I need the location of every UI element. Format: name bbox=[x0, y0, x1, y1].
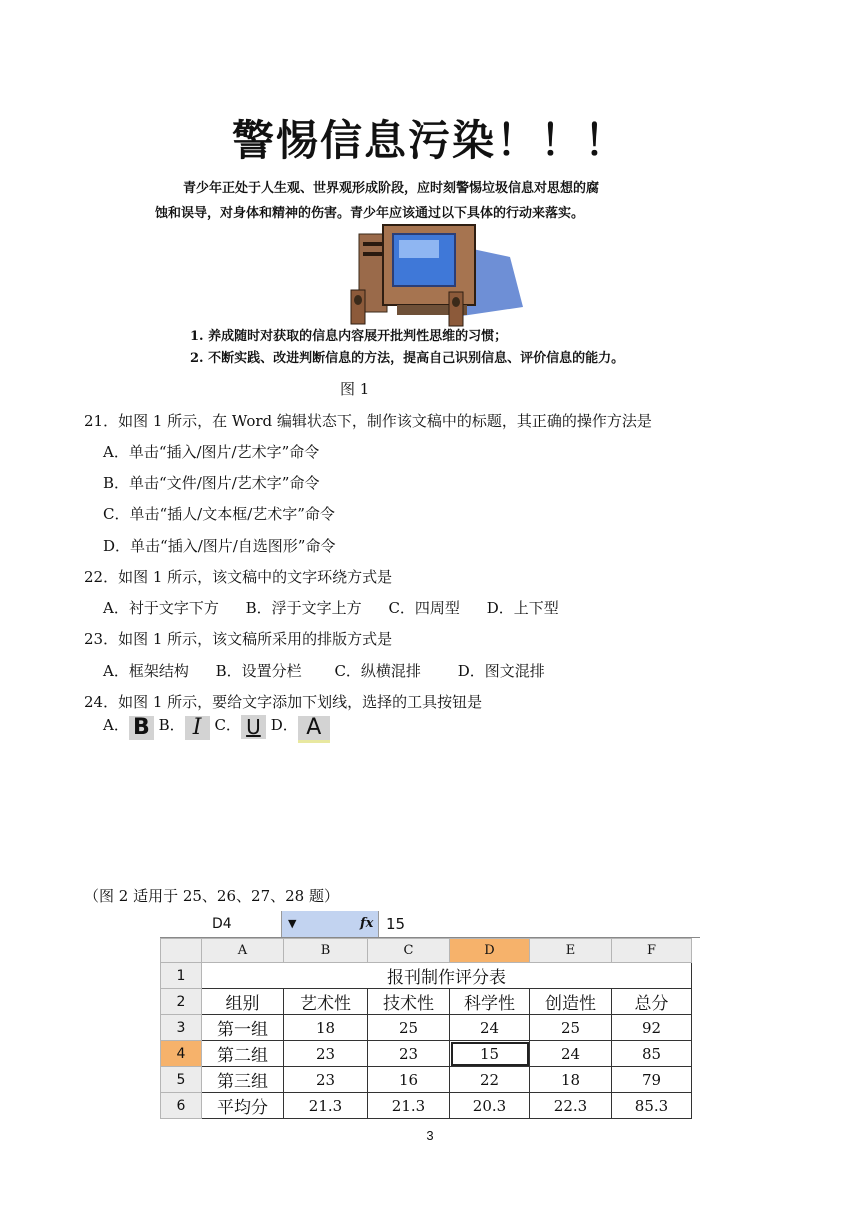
figure1-title: 警惕信息污染！！！ bbox=[231, 116, 628, 165]
header-cell[interactable]: 科学性 bbox=[450, 989, 530, 1015]
question-21-option-b: B．单击“文件/图片/艺术字”命令 bbox=[103, 474, 320, 492]
header-cell[interactable]: 组别 bbox=[202, 989, 284, 1015]
data-cell[interactable]: 24 bbox=[530, 1041, 612, 1067]
data-cell[interactable]: 92 bbox=[612, 1015, 692, 1041]
question-21-stem: 21．如图 1 所示，在 Word 编辑状态下，制作该文稿中的标题，其正确的操作方法是 bbox=[84, 412, 652, 430]
question-23-options bbox=[103, 660, 545, 681]
data-cell[interactable]: 第一组 bbox=[202, 1015, 284, 1041]
row-header-1[interactable]: 1 bbox=[161, 963, 202, 989]
tip-2: 2. 不断实践、改进判断信息的方法，提高自己识别信息、评价信息的能力。 bbox=[190, 351, 625, 366]
question-24-stem: 24．如图 1 所示，要给文字添加下划线，选择的工具按钮是 bbox=[84, 693, 483, 711]
question-23-option-b: B．设置分栏 bbox=[215, 662, 302, 680]
row-header-3[interactable]: 3 bbox=[161, 1015, 202, 1041]
question-23-option-d: D．图文混排 bbox=[457, 662, 545, 680]
question-22-option-b: B．浮于文字上方 bbox=[245, 599, 362, 617]
data-cell[interactable]: 23 bbox=[284, 1067, 368, 1093]
data-cell[interactable]: 20.3 bbox=[450, 1093, 530, 1119]
computer-illustration bbox=[345, 222, 530, 337]
row-header-2[interactable]: 2 bbox=[161, 989, 202, 1015]
data-cell[interactable]: 23 bbox=[368, 1041, 450, 1067]
column-header-f[interactable]: F bbox=[612, 939, 692, 963]
corner-cell[interactable] bbox=[161, 939, 202, 963]
data-cell[interactable]: 21.3 bbox=[368, 1093, 450, 1119]
data-cell[interactable]: 85.3 bbox=[612, 1093, 692, 1119]
tip-1: 1. 养成随时对获取的信息内容展开批判性思维的习惯； bbox=[190, 329, 508, 344]
question-21-option-c: C．单击“插人/文本框/艺术字”命令 bbox=[103, 505, 335, 523]
figure1-caption: 图 1 bbox=[340, 380, 370, 398]
column-header-c[interactable]: C bbox=[368, 939, 450, 963]
figure2-note: （图 2 适用于 25、26、27、28 题） bbox=[84, 887, 339, 905]
question-23-option-c: C．纵横混排 bbox=[334, 662, 421, 680]
underline-icon: U bbox=[241, 715, 266, 739]
row-header-4[interactable]: 4 bbox=[161, 1041, 202, 1067]
data-cell[interactable]: 24 bbox=[450, 1015, 530, 1041]
data-cell[interactable]: 25 bbox=[530, 1015, 612, 1041]
spreadsheet bbox=[160, 911, 700, 1118]
formula-bar bbox=[160, 911, 700, 938]
data-cell[interactable]: 21.3 bbox=[284, 1093, 368, 1119]
question-23-stem: 23．如图 1 所示，该文稿所采用的排版方式是 bbox=[84, 630, 393, 648]
data-cell[interactable]: 79 bbox=[612, 1067, 692, 1093]
question-24-option-a: A． B bbox=[103, 716, 159, 734]
data-cell[interactable]: 85 bbox=[612, 1041, 692, 1067]
intro-line-1: 青少年正处于人生观、世界观形成阶段，应时刻警惕垃圾信息对思想的腐 bbox=[183, 181, 600, 196]
name-box[interactable]: D4 bbox=[160, 911, 282, 937]
question-22-option-d: D．上下型 bbox=[486, 599, 559, 617]
question-21-option-a: A．单击“插入/图片/艺术字”命令 bbox=[103, 443, 320, 461]
data-cell[interactable]: 25 bbox=[368, 1015, 450, 1041]
table-title-cell[interactable]: 报刊制作评分表 bbox=[202, 963, 692, 989]
row-header-6[interactable]: 6 bbox=[161, 1093, 202, 1119]
question-24-option-b: B． I bbox=[159, 716, 215, 734]
column-header-d[interactable]: D bbox=[450, 939, 530, 963]
italic-icon: I bbox=[185, 716, 210, 740]
question-21-option-d: D．单击“插入/图片/自选图形”命令 bbox=[103, 537, 336, 555]
intro-line-2: 蚀和误导，对身体和精神的伤害。青少年应该通过以下具体的行动来落实。 bbox=[155, 206, 585, 221]
data-cell[interactable]: 18 bbox=[284, 1015, 368, 1041]
data-cell[interactable]: 16 bbox=[368, 1067, 450, 1093]
fx-icon[interactable]: fx bbox=[360, 916, 374, 931]
font-color-icon: A bbox=[298, 716, 330, 743]
question-22-options bbox=[103, 597, 559, 618]
chevron-down-icon[interactable]: ▼ bbox=[288, 917, 297, 930]
sheet-grid bbox=[160, 938, 692, 1119]
figure1-intro bbox=[155, 176, 693, 226]
data-cell[interactable]: 22.3 bbox=[530, 1093, 612, 1119]
bold-icon: B bbox=[129, 716, 154, 740]
data-cell[interactable]: 第二组 bbox=[202, 1041, 284, 1067]
question-22-option-a: A．衬于文字下方 bbox=[103, 599, 219, 617]
active-cell-d4[interactable]: 15 bbox=[450, 1041, 530, 1067]
figure1-tips bbox=[190, 326, 624, 370]
header-cell[interactable]: 技术性 bbox=[368, 989, 450, 1015]
data-cell[interactable]: 18 bbox=[530, 1067, 612, 1093]
formula-input[interactable]: 15 bbox=[386, 915, 406, 933]
data-cell[interactable]: 22 bbox=[450, 1067, 530, 1093]
question-24-option-c: C． U bbox=[214, 716, 270, 734]
header-cell[interactable]: 总分 bbox=[612, 989, 692, 1015]
header-cell[interactable]: 艺术性 bbox=[284, 989, 368, 1015]
question-24-option-d: D． A bbox=[271, 716, 330, 734]
column-header-e[interactable]: E bbox=[530, 939, 612, 963]
name-box-dropdown[interactable] bbox=[282, 911, 379, 937]
page-number: 3 bbox=[426, 1128, 434, 1143]
column-header-a[interactable]: A bbox=[202, 939, 284, 963]
data-cell[interactable]: 平均分 bbox=[202, 1093, 284, 1119]
question-23-option-a: A．框架结构 bbox=[103, 662, 189, 680]
data-cell[interactable]: 第三组 bbox=[202, 1067, 284, 1093]
question-22-stem: 22．如图 1 所示，该文稿中的文字环绕方式是 bbox=[84, 568, 393, 586]
question-24-options bbox=[103, 714, 330, 743]
header-cell[interactable]: 创造性 bbox=[530, 989, 612, 1015]
row-header-5[interactable]: 5 bbox=[161, 1067, 202, 1093]
column-header-b[interactable]: B bbox=[284, 939, 368, 963]
question-22-option-c: C．四周型 bbox=[388, 599, 460, 617]
data-cell[interactable]: 23 bbox=[284, 1041, 368, 1067]
